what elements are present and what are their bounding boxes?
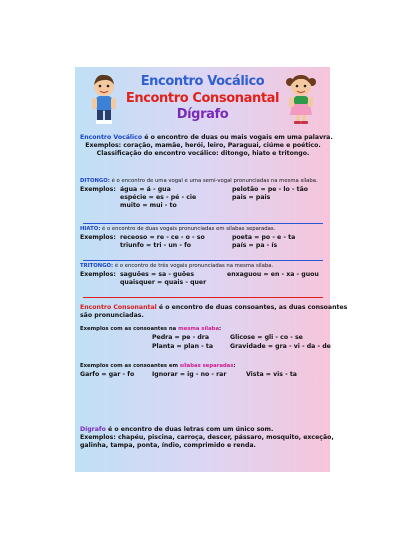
consonantal-definition: é o encontro de duas consoantes, as duas consoantes (156, 304, 348, 311)
intro-definition: é o encontro de duas ou mais vogais em uma palavra. (142, 134, 333, 141)
divider (83, 223, 323, 224)
separate-syllable-highlight: sílabas separadas (179, 363, 234, 370)
same-syllable-examples-right (230, 334, 331, 350)
consonant-example: Pedra = pe - dra (152, 334, 210, 342)
ditongo-term: DITONGO: (80, 178, 110, 184)
hiato-section (80, 226, 326, 257)
same-syllable-examples-left (152, 334, 213, 350)
separate-syllable-intro: Exemplos com as consoantes em (80, 363, 180, 370)
divider (83, 260, 323, 261)
tritongo-term: TRITONGO: (80, 263, 114, 269)
hiato-term: HIATO: (80, 226, 101, 232)
intro-examples: Exemplos: coração, mamãe, herói, leiro, Paraguai, ciúme e poético. (85, 142, 321, 150)
hiato-example: poeta = po - e - ta (232, 233, 296, 241)
ditongo-example: muito = mui - to (120, 202, 177, 210)
title-encontro-consonantal: Encontro Consonantal (125, 91, 280, 106)
tritongo-example: saguões = sa - guões (120, 270, 195, 278)
same-syllable-highlight: mesma sílaba (178, 326, 220, 333)
hiato-examples-right (232, 234, 295, 250)
consonant-example: Garfo = gar - fo (80, 371, 135, 379)
consonant-example: Glicose = gli - co - se (230, 334, 303, 342)
ditongo-section (80, 178, 326, 219)
ditongo-example: espécie = es - pé - cie (120, 194, 197, 202)
consonant-example: Planta = plan - ta (152, 342, 214, 350)
tritongo-example: enxaguou = en - xa - guou (227, 270, 319, 278)
intro-classification: Classificação do encontro vocálico: ditongo, hiato e tritongo. (96, 150, 310, 158)
consonant-example: Ignorar = ig - no - rar (152, 371, 227, 379)
hiato-label: Exemplos: (80, 233, 116, 241)
hiato-examples-left (120, 234, 205, 250)
tritongo-example: quaisquer = quais - quer (120, 279, 207, 287)
ditongo-examples-left (120, 186, 196, 211)
hiato-example: triunfo = tri - un - fo (120, 242, 192, 250)
hiato-example: país = pa - ís (232, 242, 278, 250)
ditongo-example: pelotão = pe - lo - tão (232, 185, 309, 193)
hiato-example: receoso = re - ce - o - so (120, 233, 205, 241)
digrafo-examples-cont: galinha, tampa, ponta, índio, comprimido e renda. (80, 442, 256, 450)
tritongo-label: Exemplos: (80, 270, 116, 278)
consonant-example: Gravidade = gra - vi - da - de (230, 342, 331, 350)
tritongo-definition: é o encontro de três vogais pronunciadas na mesma sílaba. (113, 263, 274, 269)
digrafo-examples: Exemplos: chapéu, piscina, carroça, descer, pássaro, mosquito, exceção, (80, 434, 334, 442)
intro-section (80, 134, 333, 159)
consonantal-section: Encontro Consonantal é o encontro de duas consoantes, as duas consoantes são pronunciadas. Exemplos com as consoantes na mesma sílaba: Pedra = pe - dra Planta = plan - ta Glicose = gli - co - se Gravidade = gra - vi - da - de Exemplos com as consoantes em sílabas separadas: Garfo = gar - fo Ignorar = ig - no - rar Vista = vis - ta (80, 304, 348, 379)
title-digrafo: Dígrafo (176, 107, 229, 122)
ditongo-example: pais = pais (232, 194, 271, 202)
consonantal-definition-cont: são pronunciadas. (80, 312, 144, 320)
digrafo-term: Dígrafo (80, 426, 106, 433)
same-syllable-intro: Exemplos com as consoantes na (80, 326, 179, 333)
ditongo-example: água = á - gua (120, 185, 171, 193)
ditongo-label: Exemplos: (80, 185, 116, 193)
title-encontro-vocalico: Encontro Vocálico (140, 74, 265, 89)
poster (75, 67, 348, 472)
hiato-definition: é o encontro de duas vogais pronunciadas em sílabas separadas. (100, 226, 276, 232)
tritongo-examples-left (120, 271, 206, 287)
digrafo-section (80, 426, 334, 451)
ditongo-examples-right (232, 186, 308, 202)
intro-term: Encontro Vocálico (80, 134, 143, 141)
divider (83, 297, 323, 298)
consonant-example: Vista = vis - ta (246, 371, 297, 379)
digrafo-definition: é o encontro de duas letras com um único som. (105, 426, 274, 433)
tritongo-section (80, 263, 326, 294)
tritongo-examples-right (227, 271, 319, 279)
ditongo-definition: é o encontro de uma vogal e uma semi-vogal pronunciadas na mesma sílaba. (109, 178, 318, 184)
consonantal-term: Encontro Consonantal (80, 304, 157, 311)
